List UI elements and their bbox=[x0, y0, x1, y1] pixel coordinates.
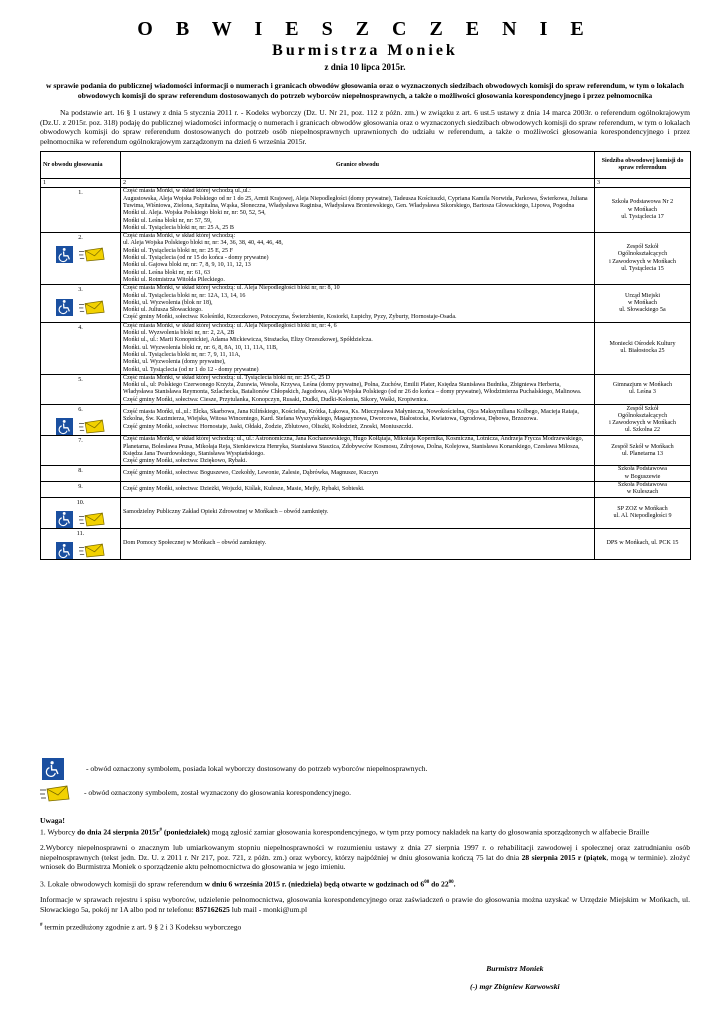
district-number: 5. bbox=[78, 376, 83, 383]
district-borders-cell: Część miasta Mońki, w skład której wchodzą: ul. Aleja Wojska Polskiego bloki nr, nr: 34, 36, 38, 40, 44, 46, 48, Mońki ul. Tysiąclecia bloki nr, nr: 25 E, 25 F Mońki ul. Tysiąclecia (od nr 15 do końca - domy prywatne) Mońki ul. Gajowa bloki nr, nr: 7, 8, 9, 10, 11, 12, 13 Mońki ul. Leśna bloki nr, nr: 61, 63 Mońki ul. Rotmistrza Witolda Pileckiego. bbox=[121, 233, 595, 285]
note-3-text-a: 3. Lokale obwodowych komisji do spraw referendum bbox=[40, 879, 205, 889]
note-1-footnote-mark: # bbox=[159, 827, 162, 833]
note-4 bbox=[40, 895, 690, 914]
notes-section bbox=[40, 816, 690, 938]
district-symbols bbox=[43, 418, 118, 435]
header-district-borders: Granice obwodu bbox=[121, 152, 595, 179]
district-number-cell bbox=[41, 528, 121, 559]
legend-envelope-text: - obwód oznaczony symbolem, został wyznaczony do głosowania korespondencyjnego. bbox=[84, 788, 351, 797]
district-number: 4. bbox=[78, 324, 83, 331]
commission-seat-cell: Szkoła Podstawowa Nr 2 w Mońkach ul. Tysiąclecia 17 bbox=[595, 188, 691, 233]
note-2-text-a: 2.Wyborcy niepełnosprawni o znacznym lub umiarkowanym stopniu niepełnosprawności w rozumieniu ustawy z dnia 27 sierpnia 1997 r. o rehabilitacji zawodowej i społecznej oraz zatrudnianiu osób niepełnosprawnych (tekst jedn. Dz. U. z 2011 r. Nr 217, poz. 721, z późn. zm.) oraz wyborcy, którzy najpóźniej w dniu głosowania kończą 75 lat do dnia bbox=[40, 842, 690, 862]
district-number-cell bbox=[41, 374, 121, 404]
notes-heading: Uwaga! bbox=[40, 816, 65, 825]
commission-seat-cell: Zespół Szkół w Mońkach ul. Planetarna 13 bbox=[595, 436, 691, 466]
districts-table bbox=[40, 151, 691, 560]
table-row bbox=[41, 528, 691, 559]
district-borders-cell: Część miasta Mońki, w skład której wchodzą: ul. Aleja Niepodległości bloki nr, nr: 4, 6 Mońki ul. Wyzwolenia bloki nr, nr: 2, 2A, 2B Mońki ul., ul.: Marii Konopnickiej, Adama Mickiewicza, Strażacka, Elizy Orzeszkowej, Spółdzielcza. Mońki. ul. Wyzwolenia bloki nr, nr: 6, 8, 8A, 10, 11, 11A, 11B, Mońki ul. Tysiąclecia bloki nr, nr: 7, 9, 11, 11A, Mońki, ul. Wyzwolenia (domy prywatne), Mońki, ul. Tysiąclecia (od nr 1 do 12 - domy prywatne) bbox=[121, 322, 595, 374]
header-district-number: Nr obwodu głosowania bbox=[41, 152, 121, 179]
notice-intro: Na podstawie art. 16 § 1 ustawy z dnia 5 stycznia 2011 r. - Kodeks wyborczy (Dz. U. Nr 21, poz. 112 z późn. zm.) w związku z art. 6 ust.5 ustawy z dnia 14 marca 2003r. o referendum ogólnokrajowym (Dz.U. z 2015r. poz. 318) podaję do publicznej wiadomości informację o numerach i granicach obwodów głosowania oraz o wyznaczonych siedzibach obwodowych komisji do spraw referendum, w tym o lokalach obwodowych komisji do spraw referendum dostosowanych do potrzeb osób niepełnosprawnych uprawnionych do udziału w referendum, a także o możliwości głosowania korespondencyjnego i przez pełnomocnika w referendum ogólnokrajowym zarządzonym na dzień 6 września 2015r. bbox=[40, 108, 690, 146]
district-borders-cell: Część miasta Mońki, w skład której wchodzą: ul. Aleja Niepodległości bloki nr, nr: 8, 10 Mońki ul. Tysiąclecia bloki nr, nr: 12A, 13, 14, 16 Mońki, ul. Wyzwolenia (blok nr 18), Mońki ul. Juliusza Słowackiego. Część gminy Mońki, sołectwa: Koleśniki, Krzeczkowo, Potoczyzna, Świerzbienie, Kosiorki, Łupichy, Pyzy, Zyburty, Hornostaje-Osada. bbox=[121, 285, 595, 322]
district-number: 7. bbox=[78, 438, 83, 445]
notice-title: O B W I E S Z C Z E N I E bbox=[137, 18, 593, 40]
district-borders-cell: Samodzielny Publiczny Zakład Opieki Zdrowotnej w Mońkach – obwód zamknięty. bbox=[121, 497, 595, 528]
table-row bbox=[41, 436, 691, 466]
note-3-date: w dniu 6 września 2015 r. (niedziela) będą otwarte w godzinach od 6 bbox=[204, 879, 425, 889]
symbol-legend bbox=[40, 757, 690, 805]
district-number: 11. bbox=[76, 530, 85, 537]
district-number-cell bbox=[41, 466, 121, 482]
wheelchair-icon bbox=[56, 299, 73, 316]
note-1-text-a: 1. Wyborcy bbox=[40, 827, 78, 837]
note-2-deadline: 28 sierpnia 2015 r (piątek bbox=[521, 852, 607, 862]
note-1-weekday: (poniedziałek) bbox=[161, 827, 210, 837]
envelope-icon bbox=[79, 300, 105, 315]
table-row bbox=[41, 188, 691, 233]
district-borders-cell: Część miasta Mońki, w skład której wchodzą: ul. Tysiąclecia bloki nr, nr: 25 C, 25 D Mońki ul., ul: Polskiego Czerwonego Krzyża, Żurawia, Wesoła, Krzywa, Leśna (domy prywatne), Polna, Zuchów, Emilii Plater, Księdza Stanisława Budnika, Zbigniewa Herberta, Władysława Stanisława Reymonta, Szlachecka, Batalionów Chłopskich, Jagodowa, Aleja Wojska Polskiego (od nr 26 do końca – domy prywatne), Włodzimierza Puchalskiego, Malinowa. Część gminy Mońki, sołectwa: Ciesze, Przytulanka, Konopczyn, Rusaki, Dudki, Dudki-Kolonia, Sikory, Waśki, Kropiwnica. bbox=[121, 374, 595, 404]
note-3-to: do 22 bbox=[429, 879, 449, 889]
legend-wheelchair bbox=[40, 757, 690, 781]
table-row bbox=[41, 374, 691, 404]
district-number: 9. bbox=[78, 484, 83, 491]
commission-seat-cell: Urząd Miejski w Mońkach ul. Słowackiego 5a bbox=[595, 285, 691, 322]
commission-seat-cell: Zespół Szkół Ogólnokształcących i Zawodowych w Mońkach ul. Szkolna 22 bbox=[595, 404, 691, 435]
district-number: 1. bbox=[78, 190, 83, 197]
note-1-deadline: do dnia 24 sierpnia 2015r bbox=[77, 827, 160, 837]
note-2-text-c: , mogą w terminie). złożyć wniosek do Burmistrza Moniek o sporządzenie aktu pełnomocnictwa do głosowania w jego imieniu. bbox=[40, 852, 690, 872]
footnote-mark: # bbox=[40, 922, 43, 928]
district-number-cell bbox=[41, 188, 121, 233]
wheelchair-icon bbox=[56, 511, 73, 528]
commission-seat-cell: Moniecki Ośrodek Kultury ul. Białostocka 25 bbox=[595, 322, 691, 374]
table-row bbox=[41, 497, 691, 528]
district-borders-cell: Część gminy Mońki, sołectwa: Boguszewo, Czekołdy, Lewonie, Zalesie, Dąbrówka, Magnusze, Kuczyn bbox=[121, 466, 595, 482]
commission-seat-cell: Szkoła Podstawowa w Boguszewie bbox=[595, 466, 691, 482]
index-cell: 2 bbox=[121, 179, 595, 188]
table-row bbox=[41, 285, 691, 322]
note-4-text-a: Informacje w sprawach rejestru i spisu wyborców, udzielenie pełnomocnictwa, głosowania korespondencyjnego oraz zaświadczeń o prawie do głosowania można uzyskać w Urzędzie Miejskim w Mońkach, ul. Słowackiego 5a, pokój nr 1A albo pod nr telefonu: bbox=[40, 895, 690, 914]
envelope-icon bbox=[79, 247, 105, 262]
district-number: 6. bbox=[78, 406, 83, 413]
commission-seat-cell: Zespół Szkół Ogólnokształcących i Zawodowych w Mońkach ul. Tysiąclecia 15 bbox=[595, 233, 691, 285]
commission-seat-cell: DPS w Mońkach, ul. PCK 15 bbox=[595, 528, 691, 559]
district-number-cell bbox=[41, 404, 121, 435]
notice-issuer: Burmistrza Moniek bbox=[272, 42, 458, 59]
envelope-icon bbox=[79, 543, 105, 558]
district-number-cell bbox=[41, 322, 121, 374]
note-3 bbox=[40, 878, 690, 889]
footnote-text: termin przedłużony zgodnie z art. 9 § 2 i 3 Kodeksu wyborczego bbox=[42, 922, 242, 932]
footnote bbox=[40, 921, 690, 932]
table-row bbox=[41, 466, 691, 482]
note-3-end: . bbox=[453, 879, 456, 889]
district-borders-cell: Część miasta Mońki, w skład której wchodzą: ul., ul.: Astronomiczna, Jana Kochanowskiego, Hugo Kołłątaja, Mikołaja Kopernika, Kosmiczna, Lotnicza, Andrzeja Frycza Modrzewskiego, Planetarna, Bolesława Prusa, Mikołaja Reja, Sienkiewicza Henryka, Stanisława Staszica, Zdobywców Kosmosu, Zdrojowa, Dolna, Kolejowa, Stanisława Konarskiego, Czesława Miłosza, Księdza Jana Twardowskiego, Stanisława Wyspiańskiego. Część gminy Mońki, sołectwa: Dziękowo, Rybaki. bbox=[121, 436, 595, 466]
wheelchair-icon bbox=[56, 542, 73, 559]
legend-envelope bbox=[40, 781, 690, 805]
note-2 bbox=[40, 843, 690, 872]
note-3-sup-1: 00 bbox=[424, 880, 430, 886]
envelope-icon bbox=[79, 512, 105, 527]
note-1-text-d: mogą zgłosić zamiar głosowania korespondencyjnego, w tym przy pomocy nakładek na karty do głosowania sporządzonych w alfabecie Braille bbox=[209, 827, 650, 837]
district-borders-cell: Część miasta Mońki, w skład której wchodzą ul.,ul.: Augustowska, Aleja Wojska Polskiego od nr 1 do 25, Armii Krajowej, Aleja Niepodległości (domy prywatne), Tadeusza Kościuszki, Cypriana Kamila Norwida, Parkowa, Świerkowa, Juliana Tuwima, Wiśniowa, Zielona, Szpitalna, Wąska, Słoneczna, Władysława Raginisa, Władysława Broniewskiego, Gen. Władysława Sikorskiego, Bartosza Głowackiego, Lipowa, Pogodna Mońki ul. Aleja. Wojska Polskiego bloki nr, nr: 50, 52, 54, Mońki ul. Leśna bloki nr, nr: 57, 59, Mońki ul. Tysiąclecia bloki nr, nr: 25 A, 25 B bbox=[121, 188, 595, 233]
note-3-sup-2: 00 bbox=[448, 880, 454, 886]
header-commission-seat: Siedziba obwodowej komisji do spraw referendum bbox=[595, 152, 691, 179]
district-number-cell bbox=[41, 285, 121, 322]
signature-role: Burmistrz Moniek bbox=[486, 964, 544, 973]
district-number: 8. bbox=[78, 468, 83, 475]
index-cell: 1 bbox=[41, 179, 121, 188]
wheelchair-icon bbox=[56, 246, 73, 263]
note-4-email: lub mail - monki@um.pl bbox=[229, 904, 308, 914]
index-cell: 3 bbox=[595, 179, 691, 188]
note-1 bbox=[40, 826, 690, 837]
envelope-icon bbox=[40, 785, 70, 802]
document-page bbox=[40, 18, 690, 560]
district-symbols bbox=[43, 511, 118, 528]
table-row bbox=[41, 404, 691, 435]
notice-date: z dnia 10 lipca 2015r. bbox=[324, 62, 406, 72]
legend-wheelchair-text: - obwód oznaczony symbolem, posiada lokal wyborczy dostosowany do potrzeb wyborców niepełnosprawnych. bbox=[86, 764, 428, 773]
envelope-icon bbox=[79, 419, 105, 434]
table-row bbox=[41, 233, 691, 285]
district-symbols bbox=[43, 299, 118, 316]
district-number: 10. bbox=[76, 499, 85, 506]
district-number-cell bbox=[41, 233, 121, 285]
commission-seat-cell: Szkoła Podstawowa w Kuleszach bbox=[595, 482, 691, 498]
signature-block bbox=[470, 960, 560, 996]
district-borders-cell: Część gminy Mońki, sołectwa: Dzieżki, Wojszki, Kiślak, Kulesze, Masie, Mejły, Rybaki, Sobieski. bbox=[121, 482, 595, 498]
phone-number: 857162625 bbox=[195, 904, 230, 914]
district-number: 3. bbox=[78, 287, 83, 294]
wheelchair-icon bbox=[42, 758, 64, 780]
table-row bbox=[41, 482, 691, 498]
district-borders-cell: Część miasta Mońki, ul.,ul.: Ełcka, Skarbowa, Jana Kilińskiego, Kościelna, Krótka, Łąkowa, Ks. Mieczysława Małyniecza, Nowokościelna, Ojca Maksymiliana Kolbego, Macieja Rataja, Szkolna, Św. Kazimierza, Wiejska, Witosa Wincentego, Kard. Stefana Wyszyńskiego, Magazynowa, Dworcowa, Białostocka, Kwiatowa, Ogrodowa, Dębowa, Brzozowa. Część gminy Mońki, sołectwa: Hornostaje, Jaski, Ołdaki, Żodzie, Zblutowo, Oliszki, Kołodzież, Znoski, Moniuszczki. bbox=[121, 404, 595, 435]
commission-seat-cell: Gimnazjum w Mońkach ul. Leśna 3 bbox=[595, 374, 691, 404]
wheelchair-icon bbox=[56, 418, 73, 435]
district-number-cell bbox=[41, 497, 121, 528]
district-borders-cell: Dom Pomocy Społecznej w Mońkach – obwód zamknięty. bbox=[121, 528, 595, 559]
district-number-cell bbox=[41, 436, 121, 466]
table-row bbox=[41, 322, 691, 374]
district-number-cell bbox=[41, 482, 121, 498]
district-number: 2. bbox=[78, 235, 83, 242]
notice-subject: w sprawie podania do publicznej wiadomości informacji o numerach i granicach obwodów głosowania oraz o wyznaczonych siedzibach obwodowych komisji do spraw referendum, w tym o lokalach obwodowych komisji do spraw referendum dostosowanych do potrzeb wyborców niepełnosprawnych, a także o możliwości głosowania korespondencyjnego i przez pełnomocnika bbox=[45, 81, 685, 100]
district-symbols bbox=[43, 246, 118, 263]
commission-seat-cell: SP ZOZ w Mońkach ul. Al. Niepodległości 9 bbox=[595, 497, 691, 528]
district-symbols bbox=[43, 542, 118, 559]
signature-name: (-) mgr Zbigniew Karwowski bbox=[470, 982, 560, 991]
